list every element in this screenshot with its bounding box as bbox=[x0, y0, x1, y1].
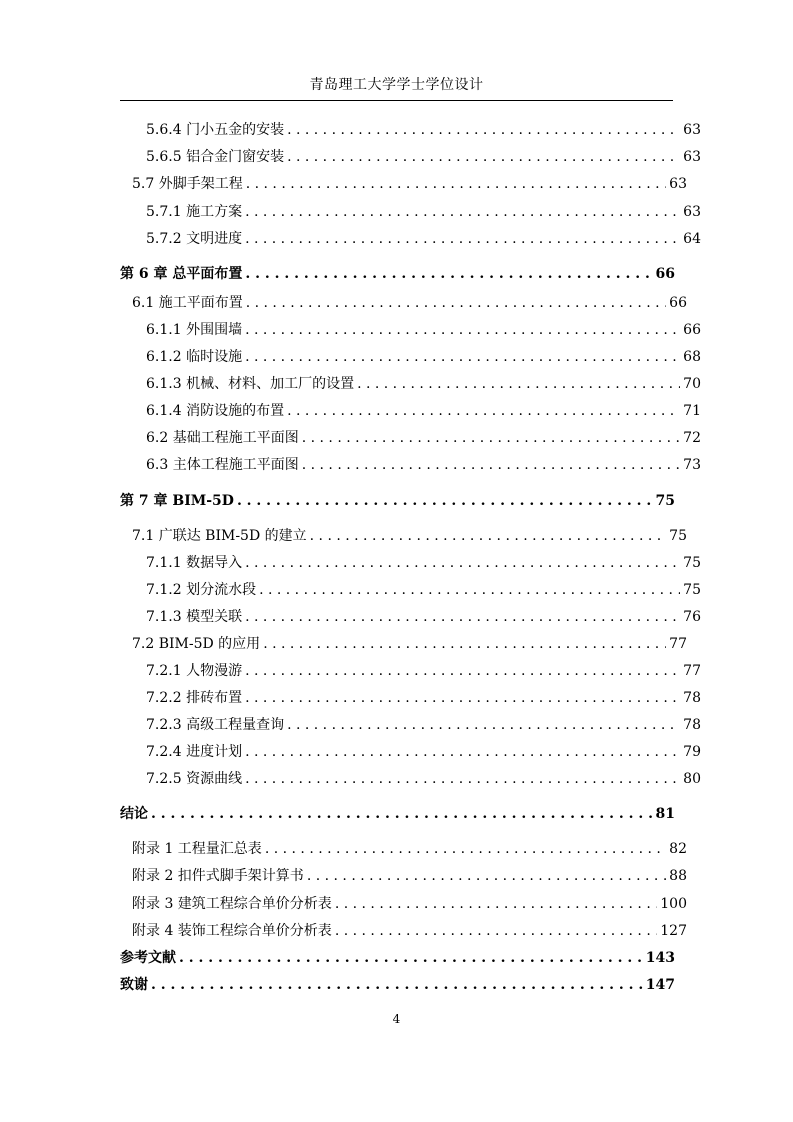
toc-entry[interactable] bbox=[120, 144, 701, 166]
toc-entry-page: 88 bbox=[669, 868, 687, 884]
dot-leader bbox=[265, 840, 666, 858]
toc-chapter-entry[interactable] bbox=[120, 261, 675, 283]
toc-entry[interactable] bbox=[120, 685, 701, 707]
toc-entry-title: 5.7.1 施工方案 bbox=[146, 204, 243, 220]
toc-entry-page: 66 bbox=[683, 322, 701, 338]
dot-leader bbox=[245, 608, 680, 626]
dot-leader bbox=[287, 716, 680, 734]
toc-entry-title: 5.6.4 门小五金的安装 bbox=[146, 122, 285, 138]
toc-entry-page: 68 bbox=[683, 349, 701, 365]
toc-entry[interactable] bbox=[120, 631, 687, 653]
dot-leader bbox=[310, 527, 666, 545]
dot-leader bbox=[357, 375, 680, 393]
toc-chapter-entry[interactable] bbox=[120, 488, 675, 510]
toc-entry-title: 7.2.1 人物漫游 bbox=[146, 663, 243, 679]
page-number: 4 bbox=[392, 1012, 401, 1026]
toc-entry-title: 第 6 章 总平面布置 bbox=[120, 266, 243, 282]
toc-entry-title: 参考文献 bbox=[120, 950, 176, 966]
toc-entry-page: 66 bbox=[669, 295, 687, 311]
dot-leader bbox=[151, 976, 643, 994]
toc-entry-page: 78 bbox=[683, 717, 701, 733]
toc-entry-page: 63 bbox=[669, 176, 687, 192]
dot-leader bbox=[245, 203, 680, 221]
toc-entry-page: 63 bbox=[683, 122, 701, 138]
toc-chapter-entry[interactable] bbox=[120, 972, 675, 994]
toc-chapter-entry[interactable] bbox=[120, 945, 675, 967]
toc-entry-page: 82 bbox=[669, 841, 687, 857]
toc-entry-page: 81 bbox=[655, 806, 675, 822]
toc-entry-title: 致谢 bbox=[120, 977, 148, 993]
dot-leader bbox=[307, 867, 666, 885]
toc-entry[interactable] bbox=[120, 398, 701, 420]
dot-leader bbox=[287, 402, 680, 420]
toc-entry-title: 第 7 章 BIM-5D bbox=[120, 493, 234, 509]
dot-leader bbox=[245, 689, 680, 707]
toc-entry-page: 80 bbox=[683, 771, 701, 787]
toc-entry-page: 79 bbox=[683, 744, 701, 760]
toc-entry-title: 6.1.3 机械、材料、加工厂的设置 bbox=[146, 376, 355, 392]
toc-entry-title: 附录 2 扣件式脚手架计算书 bbox=[132, 868, 304, 884]
dot-leader bbox=[245, 662, 680, 680]
dot-leader bbox=[245, 230, 680, 248]
toc-entry-title: 6.1.4 消防设施的布置 bbox=[146, 403, 285, 419]
toc-entry[interactable] bbox=[120, 863, 687, 885]
toc-entry[interactable] bbox=[120, 317, 701, 339]
dot-leader bbox=[245, 554, 680, 572]
toc-entry-page: 70 bbox=[683, 376, 701, 392]
toc-entry-title: 6.1.1 外围围墙 bbox=[146, 322, 243, 338]
dot-leader bbox=[151, 805, 653, 823]
toc-entry-page: 127 bbox=[660, 923, 687, 939]
toc-entry-page: 147 bbox=[645, 977, 675, 993]
dot-leader bbox=[246, 175, 666, 193]
dot-leader bbox=[245, 770, 680, 788]
toc-entry[interactable] bbox=[120, 452, 701, 474]
toc-entry[interactable] bbox=[120, 425, 701, 447]
toc-entry-page: 100 bbox=[660, 896, 687, 912]
toc-entry-title: 结论 bbox=[120, 806, 148, 822]
toc-chapter-entry[interactable] bbox=[120, 801, 675, 823]
toc-entry[interactable] bbox=[120, 117, 701, 139]
toc-entry[interactable] bbox=[120, 290, 687, 312]
toc-entry[interactable] bbox=[120, 550, 701, 572]
toc-entry-page: 72 bbox=[683, 430, 701, 446]
toc-entry-page: 73 bbox=[683, 457, 701, 473]
toc-entry-page: 143 bbox=[645, 950, 675, 966]
toc-entry[interactable] bbox=[120, 171, 687, 193]
toc-entry-page: 78 bbox=[683, 690, 701, 706]
toc-entry[interactable] bbox=[120, 766, 701, 788]
header-rule bbox=[120, 100, 673, 101]
toc-entry[interactable] bbox=[120, 344, 701, 366]
dot-leader bbox=[287, 121, 680, 139]
toc-entry-title: 6.1 施工平面布置 bbox=[132, 295, 243, 311]
dot-leader bbox=[259, 581, 680, 599]
toc-entry[interactable] bbox=[120, 199, 701, 221]
toc-entry-title: 7.1.2 划分流水段 bbox=[146, 582, 257, 598]
toc-entry[interactable] bbox=[120, 918, 687, 940]
toc-entry-page: 64 bbox=[683, 231, 701, 247]
toc-entry-title: 6.1.2 临时设施 bbox=[146, 349, 243, 365]
toc-entry-title: 7.1.1 数据导入 bbox=[146, 555, 243, 571]
toc-entry-page: 66 bbox=[655, 266, 675, 282]
toc-entry-title: 7.2.4 进度计划 bbox=[146, 744, 243, 760]
dot-leader bbox=[302, 429, 680, 447]
dot-leader bbox=[263, 635, 666, 653]
toc-entry[interactable] bbox=[120, 712, 701, 734]
toc-entry-page: 76 bbox=[683, 609, 701, 625]
running-header: 青岛理工大学学士学位设计 bbox=[309, 77, 484, 93]
toc-entry-title: 5.7.2 文明进度 bbox=[146, 231, 243, 247]
toc-entry-page: 77 bbox=[683, 663, 701, 679]
dot-leader bbox=[302, 456, 680, 474]
toc-entry-title: 6.3 主体工程施工平面图 bbox=[146, 457, 299, 473]
toc-entry-page: 75 bbox=[683, 582, 701, 598]
toc-entry-title: 7.1 广联达 BIM-5D 的建立 bbox=[132, 528, 307, 544]
toc-entry-page: 75 bbox=[669, 528, 687, 544]
toc-entry-title: 附录 1 工程量汇总表 bbox=[132, 841, 262, 857]
dot-leader bbox=[245, 348, 680, 366]
toc-entry-title: 附录 4 装饰工程综合单价分析表 bbox=[132, 923, 332, 939]
toc-entry-title: 6.2 基础工程施工平面图 bbox=[146, 430, 299, 446]
dot-leader bbox=[245, 743, 680, 761]
dot-leader bbox=[245, 321, 680, 339]
toc-entry-title: 7.2.2 排砖布置 bbox=[146, 690, 243, 706]
toc-entry[interactable] bbox=[120, 891, 687, 913]
toc-entry[interactable] bbox=[120, 658, 701, 680]
toc-entry-title: 5.7 外脚手架工程 bbox=[132, 176, 243, 192]
dot-leader bbox=[237, 492, 653, 510]
toc-entry-page: 63 bbox=[683, 204, 701, 220]
toc-entry-title: 5.6.5 铝合金门窗安装 bbox=[146, 149, 285, 165]
toc-entry[interactable] bbox=[120, 604, 701, 626]
dot-leader bbox=[246, 294, 666, 312]
dot-leader bbox=[335, 922, 657, 940]
toc-entry[interactable] bbox=[120, 523, 687, 545]
toc-entry[interactable] bbox=[120, 371, 701, 393]
dot-leader bbox=[179, 949, 643, 967]
toc-entry-page: 75 bbox=[655, 493, 675, 509]
toc-entry-page: 63 bbox=[683, 149, 701, 165]
toc-entry[interactable] bbox=[120, 577, 701, 599]
toc-entry[interactable] bbox=[120, 739, 701, 761]
toc-entry[interactable] bbox=[120, 226, 701, 248]
toc-entry-title: 7.1.3 模型关联 bbox=[146, 609, 243, 625]
toc-entry-page: 77 bbox=[669, 636, 687, 652]
dot-leader bbox=[245, 265, 652, 283]
toc-entry-title: 附录 3 建筑工程综合单价分析表 bbox=[132, 896, 332, 912]
toc-entry-page: 75 bbox=[683, 555, 701, 571]
toc-entry[interactable] bbox=[120, 836, 687, 858]
dot-leader bbox=[335, 895, 657, 913]
dot-leader bbox=[287, 148, 680, 166]
toc-entry-title: 7.2.3 高级工程量查询 bbox=[146, 717, 285, 733]
toc-entry-title: 7.2 BIM-5D 的应用 bbox=[132, 636, 261, 652]
toc-entry-page: 71 bbox=[683, 403, 701, 419]
toc-entry-title: 7.2.5 资源曲线 bbox=[146, 771, 243, 787]
